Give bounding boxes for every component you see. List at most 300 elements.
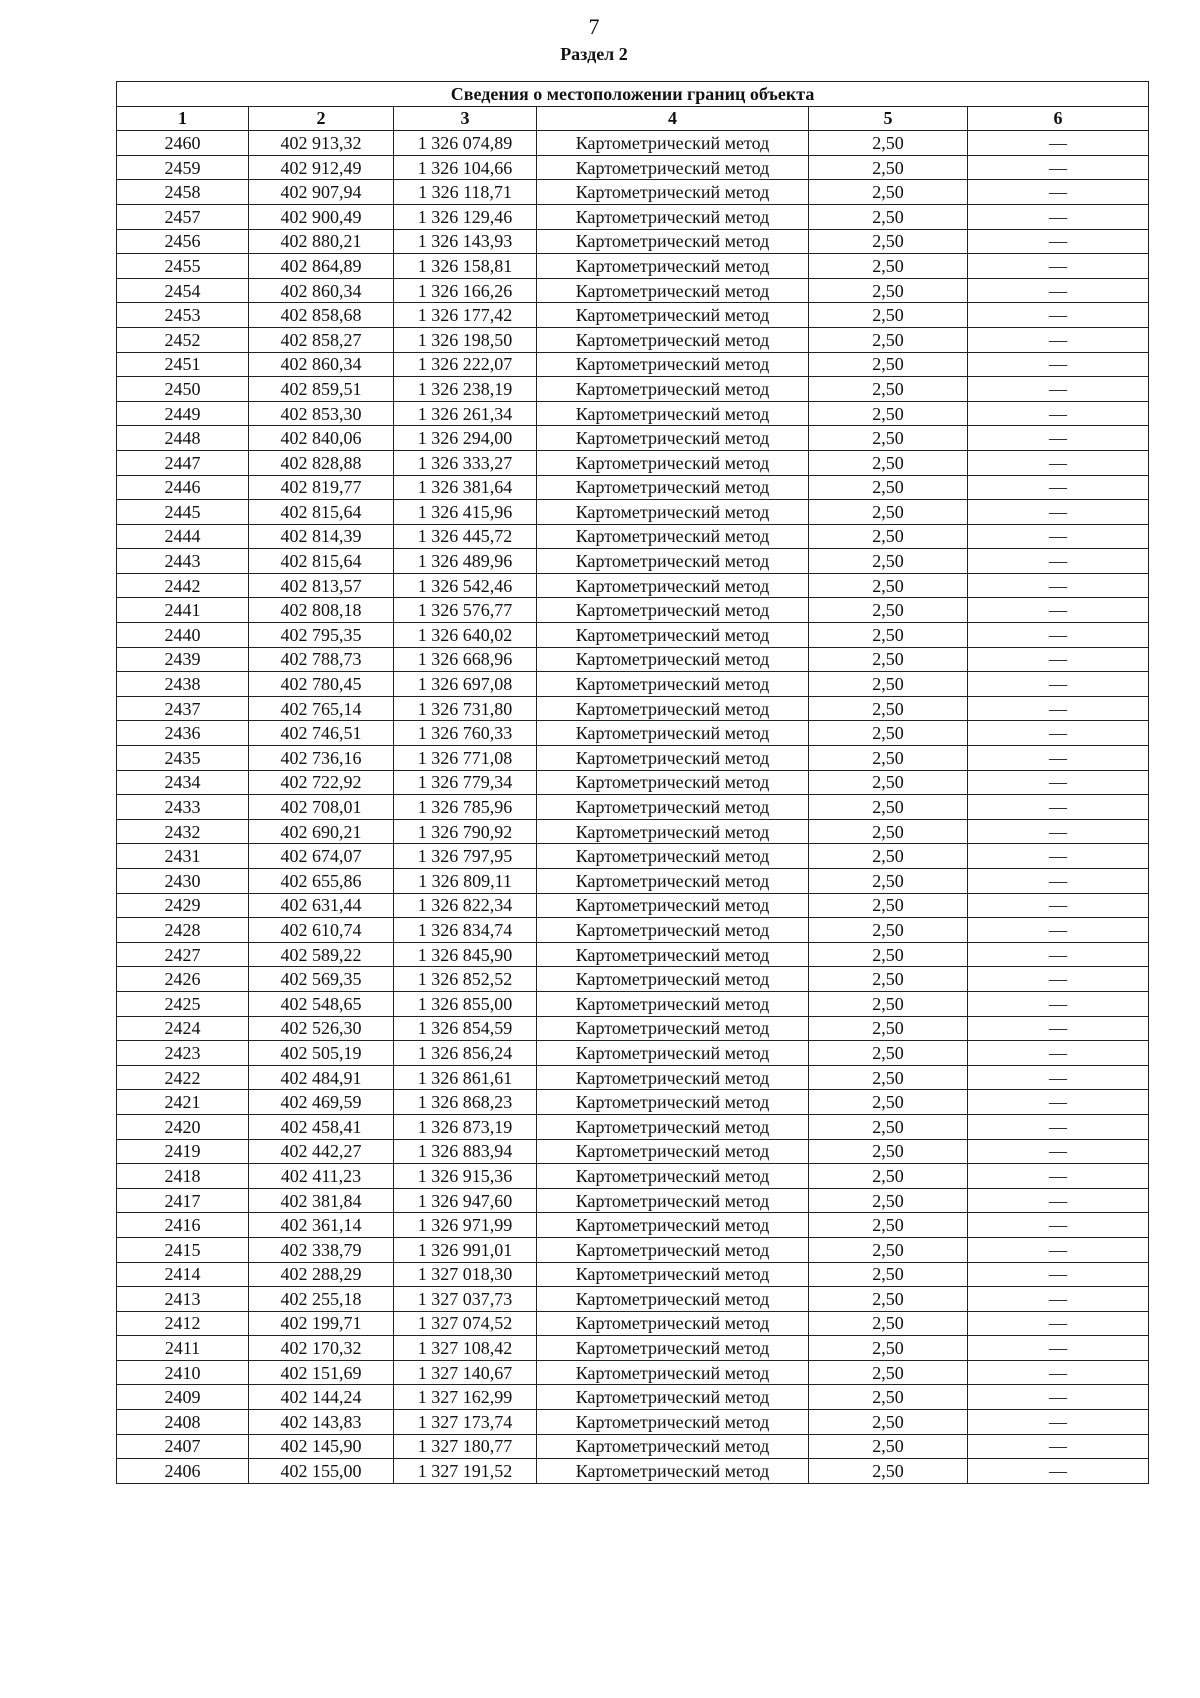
method-cell: Картометрический метод [537, 1262, 809, 1287]
page-number: 7 [588, 14, 600, 39]
description-cell: — [968, 131, 1149, 156]
y-coordinate-cell: 1 326 868,23 [394, 1090, 537, 1115]
method-cell: Картометрический метод [537, 352, 809, 377]
point-number-cell: 2406 [117, 1459, 249, 1484]
description-cell: — [968, 1016, 1149, 1041]
y-coordinate-cell: 1 327 180,77 [394, 1434, 537, 1459]
precision-cell: 2,50 [809, 377, 968, 402]
method-cell: Картометрический метод [537, 450, 809, 475]
x-coordinate-cell: 402 143,83 [249, 1410, 394, 1435]
description-cell: — [968, 229, 1149, 254]
table-row [117, 1385, 1149, 1410]
y-coordinate-cell: 1 326 760,33 [394, 721, 537, 746]
y-coordinate-cell: 1 326 158,81 [394, 254, 537, 279]
y-coordinate-cell: 1 326 542,46 [394, 573, 537, 598]
y-coordinate-cell: 1 326 915,36 [394, 1164, 537, 1189]
y-coordinate-cell: 1 326 731,80 [394, 696, 537, 721]
y-coordinate-cell: 1 326 873,19 [394, 1114, 537, 1139]
table-row [117, 844, 1149, 869]
y-coordinate-cell: 1 326 294,00 [394, 426, 537, 451]
method-cell: Картометрический метод [537, 1114, 809, 1139]
point-number-cell: 2428 [117, 918, 249, 943]
table-row [117, 819, 1149, 844]
point-number-cell: 2420 [117, 1114, 249, 1139]
y-coordinate-cell: 1 326 074,89 [394, 131, 537, 156]
x-coordinate-cell: 402 746,51 [249, 721, 394, 746]
precision-cell: 2,50 [809, 844, 968, 869]
point-number-cell: 2455 [117, 254, 249, 279]
coordinates-table [116, 81, 1149, 1484]
method-cell: Картометрический метод [537, 721, 809, 746]
y-coordinate-cell: 1 326 947,60 [394, 1188, 537, 1213]
description-cell: — [968, 918, 1149, 943]
method-cell: Картометрический метод [537, 918, 809, 943]
y-coordinate-cell: 1 326 697,08 [394, 672, 537, 697]
table-row [117, 1139, 1149, 1164]
y-coordinate-cell: 1 326 883,94 [394, 1139, 537, 1164]
method-cell: Картометрический метод [537, 475, 809, 500]
description-cell: — [968, 1262, 1149, 1287]
method-cell: Картометрический метод [537, 524, 809, 549]
method-cell: Картометрический метод [537, 204, 809, 229]
x-coordinate-cell: 402 526,30 [249, 1016, 394, 1041]
x-coordinate-cell: 402 338,79 [249, 1237, 394, 1262]
method-cell: Картометрический метод [537, 303, 809, 328]
description-cell: — [968, 672, 1149, 697]
x-coordinate-cell: 402 858,68 [249, 303, 394, 328]
description-cell: — [968, 1139, 1149, 1164]
point-number-cell: 2418 [117, 1164, 249, 1189]
description-cell: — [968, 475, 1149, 500]
point-number-cell: 2435 [117, 746, 249, 771]
description-cell: — [968, 1090, 1149, 1115]
precision-cell: 2,50 [809, 1237, 968, 1262]
precision-cell: 2,50 [809, 991, 968, 1016]
y-coordinate-cell: 1 326 790,92 [394, 819, 537, 844]
description-cell: — [968, 1041, 1149, 1066]
x-coordinate-cell: 402 859,51 [249, 377, 394, 402]
point-number-cell: 2446 [117, 475, 249, 500]
x-coordinate-cell: 402 780,45 [249, 672, 394, 697]
column-header: 4 [537, 106, 809, 131]
table-row [117, 1434, 1149, 1459]
description-cell: — [968, 1213, 1149, 1238]
table-row [117, 500, 1149, 525]
table-row [117, 131, 1149, 156]
x-coordinate-cell: 402 864,89 [249, 254, 394, 279]
table-row [117, 1336, 1149, 1361]
table-row [117, 1188, 1149, 1213]
point-number-cell: 2458 [117, 180, 249, 205]
y-coordinate-cell: 1 326 576,77 [394, 598, 537, 623]
description-cell: — [968, 1065, 1149, 1090]
precision-cell: 2,50 [809, 869, 968, 894]
table-row [117, 1410, 1149, 1435]
point-number-cell: 2434 [117, 770, 249, 795]
table-row [117, 352, 1149, 377]
y-coordinate-cell: 1 326 166,26 [394, 278, 537, 303]
y-coordinate-cell: 1 326 333,27 [394, 450, 537, 475]
precision-cell: 2,50 [809, 204, 968, 229]
x-coordinate-cell: 402 288,29 [249, 1262, 394, 1287]
description-cell: — [968, 1311, 1149, 1336]
y-coordinate-cell: 1 326 118,71 [394, 180, 537, 205]
y-coordinate-cell: 1 326 668,96 [394, 647, 537, 672]
precision-cell: 2,50 [809, 967, 968, 992]
precision-cell: 2,50 [809, 1262, 968, 1287]
x-coordinate-cell: 402 815,64 [249, 500, 394, 525]
description-cell: — [968, 721, 1149, 746]
method-cell: Картометрический метод [537, 1016, 809, 1041]
y-coordinate-cell: 1 326 415,96 [394, 500, 537, 525]
x-coordinate-cell: 402 900,49 [249, 204, 394, 229]
description-cell: — [968, 844, 1149, 869]
x-coordinate-cell: 402 907,94 [249, 180, 394, 205]
method-cell: Картометрический метод [537, 1065, 809, 1090]
description-cell: — [968, 598, 1149, 623]
point-number-cell: 2412 [117, 1311, 249, 1336]
point-number-cell: 2414 [117, 1262, 249, 1287]
precision-cell: 2,50 [809, 131, 968, 156]
y-coordinate-cell: 1 327 074,52 [394, 1311, 537, 1336]
table-row [117, 155, 1149, 180]
description-cell: — [968, 1434, 1149, 1459]
y-coordinate-cell: 1 326 971,99 [394, 1213, 537, 1238]
method-cell: Картометрический метод [537, 991, 809, 1016]
x-coordinate-cell: 402 690,21 [249, 819, 394, 844]
description-cell: — [968, 1114, 1149, 1139]
method-cell: Картометрический метод [537, 401, 809, 426]
x-coordinate-cell: 402 381,84 [249, 1188, 394, 1213]
description-cell: — [968, 647, 1149, 672]
table-row [117, 1090, 1149, 1115]
x-coordinate-cell: 402 788,73 [249, 647, 394, 672]
y-coordinate-cell: 1 326 845,90 [394, 942, 537, 967]
y-coordinate-cell: 1 327 191,52 [394, 1459, 537, 1484]
table-row [117, 696, 1149, 721]
x-coordinate-cell: 402 853,30 [249, 401, 394, 426]
table-row [117, 721, 1149, 746]
description-cell: — [968, 623, 1149, 648]
y-coordinate-cell: 1 326 489,96 [394, 549, 537, 574]
description-cell: — [968, 991, 1149, 1016]
method-cell: Картометрический метод [537, 254, 809, 279]
table-row [117, 1213, 1149, 1238]
method-cell: Картометрический метод [537, 746, 809, 771]
method-cell: Картометрический метод [537, 1090, 809, 1115]
precision-cell: 2,50 [809, 1164, 968, 1189]
precision-cell: 2,50 [809, 795, 968, 820]
y-coordinate-cell: 1 326 834,74 [394, 918, 537, 943]
y-coordinate-cell: 1 326 856,24 [394, 1041, 537, 1066]
y-coordinate-cell: 1 326 222,07 [394, 352, 537, 377]
precision-cell: 2,50 [809, 819, 968, 844]
table-row [117, 254, 1149, 279]
description-cell: — [968, 155, 1149, 180]
precision-cell: 2,50 [809, 1360, 968, 1385]
table-row [117, 746, 1149, 771]
x-coordinate-cell: 402 880,21 [249, 229, 394, 254]
x-coordinate-cell: 402 722,92 [249, 770, 394, 795]
precision-cell: 2,50 [809, 450, 968, 475]
point-number-cell: 2448 [117, 426, 249, 451]
precision-cell: 2,50 [809, 1213, 968, 1238]
description-cell: — [968, 303, 1149, 328]
method-cell: Картометрический метод [537, 500, 809, 525]
description-cell: — [968, 401, 1149, 426]
column-header: 5 [809, 106, 968, 131]
y-coordinate-cell: 1 326 198,50 [394, 327, 537, 352]
point-number-cell: 2447 [117, 450, 249, 475]
description-cell: — [968, 696, 1149, 721]
method-cell: Картометрический метод [537, 1360, 809, 1385]
y-coordinate-cell: 1 326 177,42 [394, 303, 537, 328]
description-cell: — [968, 770, 1149, 795]
precision-cell: 2,50 [809, 1459, 968, 1484]
precision-cell: 2,50 [809, 1385, 968, 1410]
precision-cell: 2,50 [809, 1041, 968, 1066]
precision-cell: 2,50 [809, 1287, 968, 1312]
method-cell: Картометрический метод [537, 623, 809, 648]
table-row [117, 795, 1149, 820]
x-coordinate-cell: 402 655,86 [249, 869, 394, 894]
table-row [117, 303, 1149, 328]
method-cell: Картометрический метод [537, 1164, 809, 1189]
point-number-cell: 2421 [117, 1090, 249, 1115]
description-cell: — [968, 1188, 1149, 1213]
method-cell: Картометрический метод [537, 819, 809, 844]
y-coordinate-cell: 1 327 018,30 [394, 1262, 537, 1287]
point-number-cell: 2431 [117, 844, 249, 869]
table-row [117, 647, 1149, 672]
x-coordinate-cell: 402 674,07 [249, 844, 394, 869]
y-coordinate-cell: 1 326 797,95 [394, 844, 537, 869]
precision-cell: 2,50 [809, 746, 968, 771]
point-number-cell: 2433 [117, 795, 249, 820]
y-coordinate-cell: 1 326 779,34 [394, 770, 537, 795]
point-number-cell: 2450 [117, 377, 249, 402]
table-row [117, 1237, 1149, 1262]
table-row [117, 229, 1149, 254]
table-row [117, 1311, 1149, 1336]
point-number-cell: 2454 [117, 278, 249, 303]
method-cell: Картометрический метод [537, 1336, 809, 1361]
description-cell: — [968, 352, 1149, 377]
point-number-cell: 2429 [117, 893, 249, 918]
x-coordinate-cell: 402 458,41 [249, 1114, 394, 1139]
column-header: 6 [968, 106, 1149, 131]
y-coordinate-cell: 1 326 854,59 [394, 1016, 537, 1041]
precision-cell: 2,50 [809, 893, 968, 918]
description-cell: — [968, 893, 1149, 918]
description-cell: — [968, 746, 1149, 771]
y-coordinate-cell: 1 327 140,67 [394, 1360, 537, 1385]
x-coordinate-cell: 402 631,44 [249, 893, 394, 918]
table-row [117, 573, 1149, 598]
precision-cell: 2,50 [809, 1065, 968, 1090]
description-cell: — [968, 869, 1149, 894]
table-row [117, 450, 1149, 475]
table-row [117, 1041, 1149, 1066]
x-coordinate-cell: 402 505,19 [249, 1041, 394, 1066]
point-number-cell: 2457 [117, 204, 249, 229]
y-coordinate-cell: 1 326 381,64 [394, 475, 537, 500]
y-coordinate-cell: 1 327 037,73 [394, 1287, 537, 1312]
x-coordinate-cell: 402 484,91 [249, 1065, 394, 1090]
method-cell: Картометрический метод [537, 1041, 809, 1066]
point-number-cell: 2442 [117, 573, 249, 598]
point-number-cell: 2415 [117, 1237, 249, 1262]
description-cell: — [968, 1336, 1149, 1361]
method-cell: Картометрический метод [537, 1139, 809, 1164]
table-row [117, 1262, 1149, 1287]
precision-cell: 2,50 [809, 180, 968, 205]
x-coordinate-cell: 402 815,64 [249, 549, 394, 574]
description-cell: — [968, 942, 1149, 967]
description-cell: — [968, 573, 1149, 598]
x-coordinate-cell: 402 765,14 [249, 696, 394, 721]
table-row [117, 967, 1149, 992]
y-coordinate-cell: 1 327 162,99 [394, 1385, 537, 1410]
precision-cell: 2,50 [809, 1188, 968, 1213]
table-row [117, 549, 1149, 574]
description-cell: — [968, 1287, 1149, 1312]
point-number-cell: 2413 [117, 1287, 249, 1312]
table-row [117, 623, 1149, 648]
point-number-cell: 2425 [117, 991, 249, 1016]
table-row [117, 401, 1149, 426]
table-row [117, 1459, 1149, 1484]
table-row [117, 426, 1149, 451]
description-cell: — [968, 549, 1149, 574]
point-number-cell: 2417 [117, 1188, 249, 1213]
precision-cell: 2,50 [809, 1434, 968, 1459]
point-number-cell: 2440 [117, 623, 249, 648]
method-cell: Картометрический метод [537, 1311, 809, 1336]
x-coordinate-cell: 402 913,32 [249, 131, 394, 156]
precision-cell: 2,50 [809, 942, 968, 967]
y-coordinate-cell: 1 326 855,00 [394, 991, 537, 1016]
x-coordinate-cell: 402 469,59 [249, 1090, 394, 1115]
x-coordinate-cell: 402 145,90 [249, 1434, 394, 1459]
method-cell: Картометрический метод [537, 549, 809, 574]
point-number-cell: 2427 [117, 942, 249, 967]
point-number-cell: 2452 [117, 327, 249, 352]
precision-cell: 2,50 [809, 401, 968, 426]
x-coordinate-cell: 402 199,71 [249, 1311, 394, 1336]
description-cell: — [968, 204, 1149, 229]
table-row [117, 278, 1149, 303]
description-cell: — [968, 180, 1149, 205]
precision-cell: 2,50 [809, 426, 968, 451]
method-cell: Картометрический метод [537, 967, 809, 992]
x-coordinate-cell: 402 151,69 [249, 1360, 394, 1385]
method-cell: Картометрический метод [537, 573, 809, 598]
table-row [117, 1360, 1149, 1385]
point-number-cell: 2441 [117, 598, 249, 623]
method-cell: Картометрический метод [537, 1213, 809, 1238]
method-cell: Картометрический метод [537, 696, 809, 721]
table-body [117, 131, 1149, 1484]
description-cell: — [968, 1360, 1149, 1385]
precision-cell: 2,50 [809, 327, 968, 352]
table-row [117, 1065, 1149, 1090]
description-cell: — [968, 1237, 1149, 1262]
precision-cell: 2,50 [809, 1336, 968, 1361]
precision-cell: 2,50 [809, 155, 968, 180]
table-row [117, 377, 1149, 402]
precision-cell: 2,50 [809, 696, 968, 721]
x-coordinate-cell: 402 155,00 [249, 1459, 394, 1484]
method-cell: Картометрический метод [537, 942, 809, 967]
method-cell: Картометрический метод [537, 131, 809, 156]
method-cell: Картометрический метод [537, 180, 809, 205]
table-row [117, 1016, 1149, 1041]
y-coordinate-cell: 1 326 238,19 [394, 377, 537, 402]
description-cell: — [968, 426, 1149, 451]
method-cell: Картометрический метод [537, 1237, 809, 1262]
y-coordinate-cell: 1 326 143,93 [394, 229, 537, 254]
precision-cell: 2,50 [809, 229, 968, 254]
table-row [117, 942, 1149, 967]
table-row [117, 1164, 1149, 1189]
column-header: 3 [394, 106, 537, 131]
point-number-cell: 2459 [117, 155, 249, 180]
x-coordinate-cell: 402 814,39 [249, 524, 394, 549]
y-coordinate-cell: 1 326 991,01 [394, 1237, 537, 1262]
point-number-cell: 2460 [117, 131, 249, 156]
y-coordinate-cell: 1 326 852,52 [394, 967, 537, 992]
table-caption-row [117, 82, 1149, 107]
x-coordinate-cell: 402 858,27 [249, 327, 394, 352]
y-coordinate-cell: 1 326 261,34 [394, 401, 537, 426]
y-coordinate-cell: 1 326 640,02 [394, 623, 537, 648]
precision-cell: 2,50 [809, 1311, 968, 1336]
table-row [117, 327, 1149, 352]
description-cell: — [968, 254, 1149, 279]
point-number-cell: 2408 [117, 1410, 249, 1435]
method-cell: Картометрический метод [537, 426, 809, 451]
table-row [117, 770, 1149, 795]
method-cell: Картометрический метод [537, 229, 809, 254]
y-coordinate-cell: 1 326 861,61 [394, 1065, 537, 1090]
precision-cell: 2,50 [809, 1410, 968, 1435]
point-number-cell: 2419 [117, 1139, 249, 1164]
method-cell: Картометрический метод [537, 1188, 809, 1213]
x-coordinate-cell: 402 828,88 [249, 450, 394, 475]
table-row [117, 991, 1149, 1016]
precision-cell: 2,50 [809, 647, 968, 672]
table-caption: Сведения о местоположении границ объекта [117, 82, 1149, 107]
x-coordinate-cell: 402 442,27 [249, 1139, 394, 1164]
description-cell: — [968, 1164, 1149, 1189]
method-cell: Картометрический метод [537, 795, 809, 820]
point-number-cell: 2456 [117, 229, 249, 254]
description-cell: — [968, 967, 1149, 992]
x-coordinate-cell: 402 411,23 [249, 1164, 394, 1189]
y-coordinate-cell: 1 326 445,72 [394, 524, 537, 549]
precision-cell: 2,50 [809, 475, 968, 500]
precision-cell: 2,50 [809, 623, 968, 648]
point-number-cell: 2424 [117, 1016, 249, 1041]
x-coordinate-cell: 402 144,24 [249, 1385, 394, 1410]
x-coordinate-cell: 402 569,35 [249, 967, 394, 992]
description-cell: — [968, 377, 1149, 402]
point-number-cell: 2411 [117, 1336, 249, 1361]
column-header: 2 [249, 106, 394, 131]
column-header: 1 [117, 106, 249, 131]
x-coordinate-cell: 402 255,18 [249, 1287, 394, 1312]
